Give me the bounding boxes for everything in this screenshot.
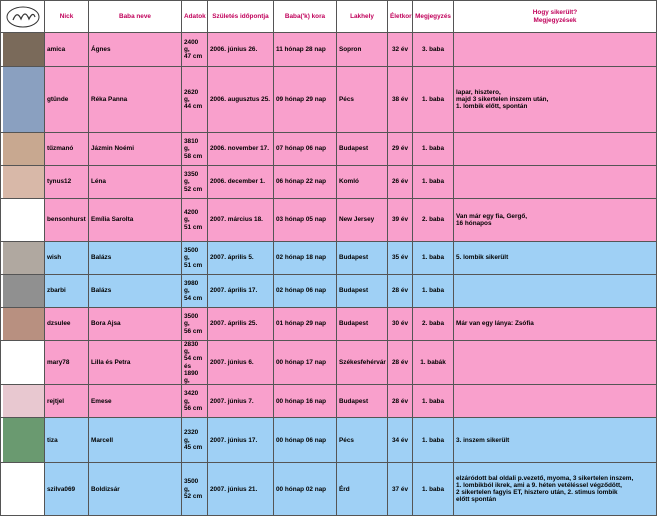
nick-cell: bensonhurst <box>45 199 89 242</box>
baba-neve-cell: Bora Ajsa <box>89 308 182 341</box>
table-row <box>1 418 657 463</box>
megjegyzes-cell: 3. baba <box>413 33 454 67</box>
lakhely-cell: Budapest <box>337 242 388 275</box>
eletkor-cell: 32 év <box>388 33 413 67</box>
hogy-sikerult-cell <box>454 166 657 199</box>
adatok-cell: 3420 g, 56 cm <box>182 385 208 418</box>
lakhely-cell: Pécs <box>337 418 388 463</box>
adatok-cell: 4200 g, 51 cm <box>182 199 208 242</box>
hogy-sikerult-cell <box>454 275 657 308</box>
nick-cell: szilva069 <box>45 463 89 516</box>
photo-image <box>3 308 45 340</box>
nick-cell: wish <box>45 242 89 275</box>
hogy-sikerult-cell: Már van egy lánya: Zsófia <box>454 308 657 341</box>
adatok-cell: 3500 g, 56 cm <box>182 308 208 341</box>
szules-cell: 2007. április 25. <box>208 308 274 341</box>
baby-photo <box>1 33 45 67</box>
nick-cell: gtünde <box>45 67 89 133</box>
photo-image <box>3 242 45 274</box>
szules-cell: 2007. június 17. <box>208 418 274 463</box>
photo-image <box>3 133 45 165</box>
megjegyzes-cell: 1. baba <box>413 166 454 199</box>
hogy-sikerult-cell: lapar, hiszterо, majd 3 sikertelen inszem után, 1. lombik előtt, spontán <box>454 67 657 133</box>
baba-neve-cell: Emília Sarolta <box>89 199 182 242</box>
megjegyzes-cell: 1. baba <box>413 418 454 463</box>
eletkor-cell: 30 év <box>388 308 413 341</box>
lakhely-cell: Budapest <box>337 385 388 418</box>
table-row <box>1 341 657 385</box>
baby-photo <box>1 166 45 199</box>
table-row <box>1 33 657 67</box>
photo-image <box>3 166 45 198</box>
header-szules: Születés időpontja <box>208 1 274 33</box>
header-eletkor: Életkor <box>388 1 413 33</box>
hogy-sikerult-cell <box>454 385 657 418</box>
megjegyzes-cell: 1. baba <box>413 463 454 516</box>
photo-image <box>3 463 45 515</box>
szules-cell: 2006. november 17. <box>208 133 274 166</box>
hogy-sikerult-cell <box>454 33 657 67</box>
baba-neve-cell: Emese <box>89 385 182 418</box>
kora-cell: 01 hónap 29 nap <box>274 308 337 341</box>
adatok-cell: 3500 g, 51 cm <box>182 242 208 275</box>
logo-icon <box>5 5 41 29</box>
baby-photo <box>1 341 45 385</box>
lakhely-cell: Komló <box>337 166 388 199</box>
eletkor-cell: 26 év <box>388 166 413 199</box>
adatok-cell: 2830 g, 54 cm és 1890 g, <box>182 341 208 385</box>
baba-neve-cell: Boldizsár <box>89 463 182 516</box>
kora-cell: 02 hónap 06 nap <box>274 275 337 308</box>
kora-cell: 00 hónap 02 nap <box>274 463 337 516</box>
table-row <box>1 166 657 199</box>
header-nick: Nick <box>45 1 89 33</box>
kora-cell: 00 hónap 16 nap <box>274 385 337 418</box>
header-adatok: Adatok <box>182 1 208 33</box>
kora-cell: 09 hónap 29 nap <box>274 67 337 133</box>
adatok-cell: 3500 g, 52 cm <box>182 463 208 516</box>
baby-photo <box>1 199 45 242</box>
szules-cell: 2006. augusztus 25. <box>208 67 274 133</box>
photo-image <box>3 347 45 379</box>
photo-image <box>3 385 45 417</box>
kora-cell: 00 hónap 17 nap <box>274 341 337 385</box>
lakhely-cell: Budapest <box>337 275 388 308</box>
nick-cell: amica <box>45 33 89 67</box>
szules-cell: 2006. június 26. <box>208 33 274 67</box>
baba-neve-cell: Réka Panna <box>89 67 182 133</box>
nick-cell: mary78 <box>45 341 89 385</box>
lakhely-cell: New Jersey <box>337 199 388 242</box>
adatok-cell: 3980 g, 54 cm <box>182 275 208 308</box>
eletkor-cell: 28 év <box>388 275 413 308</box>
baba-neve-cell: Balázs <box>89 242 182 275</box>
baba-neve-cell: Ágnes <box>89 33 182 67</box>
kora-cell: 02 hónap 18 nap <box>274 242 337 275</box>
kora-cell: 11 hónap 28 nap <box>274 33 337 67</box>
eletkor-cell: 35 év <box>388 242 413 275</box>
szules-cell: 2007. június 21. <box>208 463 274 516</box>
megjegyzes-cell: 1. babák <box>413 341 454 385</box>
kora-cell: 07 hónap 06 nap <box>274 133 337 166</box>
hogy-sikerult-cell: 5. lombik sikerült <box>454 242 657 275</box>
photo-image <box>3 199 45 241</box>
baby-photo <box>1 385 45 418</box>
lakhely-cell: Budapest <box>337 308 388 341</box>
megjegyzes-cell: 1. baba <box>413 133 454 166</box>
baby-photo <box>1 133 45 166</box>
table-row <box>1 199 657 242</box>
baby-photo <box>1 308 45 341</box>
eletkor-cell: 39 év <box>388 199 413 242</box>
megjegyzes-cell: 2. baba <box>413 308 454 341</box>
hogy-sikerult-cell: elzáródott bal oldali p.vezető, myoma, 3 sikertelen inszem, 1. lombikból ikrek, ami a 9. héten vetéléssel végződött, 2 sikertelen fagyis ET, hiszterо után, 2. stimus lombik előtt spontán <box>454 463 657 516</box>
baba-neve-cell: Jázmin Noémi <box>89 133 182 166</box>
megjegyzes-cell: 1. baba <box>413 275 454 308</box>
megjegyzes-cell: 1. baba <box>413 67 454 133</box>
baby-photo <box>1 242 45 275</box>
baba-neve-cell: Lilla és Petra <box>89 341 182 385</box>
header-megjegyzes: Megjegyzés <box>413 1 454 33</box>
photo-image <box>3 33 45 66</box>
table-row <box>1 385 657 418</box>
header-lakhely: Lakhely <box>337 1 388 33</box>
adatok-cell: 2620 g, 44 cm <box>182 67 208 133</box>
eletkor-cell: 34 év <box>388 418 413 463</box>
eletkor-cell: 29 év <box>388 133 413 166</box>
site-logo <box>5 5 41 29</box>
table-row <box>1 275 657 308</box>
kora-cell: 00 hónap 06 nap <box>274 418 337 463</box>
header-kora: Baba('k) kora <box>274 1 337 33</box>
szules-cell: 2006. december 1. <box>208 166 274 199</box>
lakhely-cell: Pécs <box>337 67 388 133</box>
kora-cell: 03 hónap 05 nap <box>274 199 337 242</box>
szules-cell: 2007. június 6. <box>208 341 274 385</box>
table-row <box>1 67 657 133</box>
megjegyzes-cell: 2. baba <box>413 199 454 242</box>
adatok-cell: 3350 g, 52 cm <box>182 166 208 199</box>
header-baba-neve: Baba neve <box>89 1 182 33</box>
adatok-cell: 2400 g, 47 cm <box>182 33 208 67</box>
szules-cell: 2007. április 5. <box>208 242 274 275</box>
baba-neve-cell: Balázs <box>89 275 182 308</box>
nick-cell: dzsulee <box>45 308 89 341</box>
lakhely-cell: Sopron <box>337 33 388 67</box>
eletkor-cell: 28 év <box>388 341 413 385</box>
photo-image <box>3 275 45 307</box>
table-body <box>1 33 657 516</box>
lakhely-cell: Érd <box>337 463 388 516</box>
table-row <box>1 133 657 166</box>
baby-photo <box>1 463 45 516</box>
baby-photo <box>1 418 45 463</box>
baby-photo <box>1 67 45 133</box>
header-row <box>1 1 657 33</box>
logo-cell <box>1 1 45 33</box>
lakhely-cell: Budapest <box>337 133 388 166</box>
table-row <box>1 463 657 516</box>
adatok-cell: 3810 g, 58 cm <box>182 133 208 166</box>
nick-cell: tynus12 <box>45 166 89 199</box>
megjegyzes-cell: 1. baba <box>413 385 454 418</box>
hogy-sikerult-cell <box>454 133 657 166</box>
szules-cell: 2007. március 18. <box>208 199 274 242</box>
szules-cell: 2007. június 7. <box>208 385 274 418</box>
nick-cell: zbarbi <box>45 275 89 308</box>
photo-image <box>3 67 45 132</box>
header-hogy-sikerult: Hogy sikerült? Megjegyzések <box>454 1 657 33</box>
baba-neve-cell: Marcell <box>89 418 182 463</box>
photo-image <box>3 418 45 462</box>
baby-photo <box>1 275 45 308</box>
szules-cell: 2007. április 17. <box>208 275 274 308</box>
hogy-sikerult-cell: Van már egy fia, Gergő, 16 hónapos <box>454 199 657 242</box>
eletkor-cell: 28 év <box>388 385 413 418</box>
baba-neve-cell: Léna <box>89 166 182 199</box>
eletkor-cell: 38 év <box>388 67 413 133</box>
hogy-sikerult-cell: 3. inszem sikerült <box>454 418 657 463</box>
nick-cell: tűzmanó <box>45 133 89 166</box>
megjegyzes-cell: 1. baba <box>413 242 454 275</box>
kora-cell: 06 hónap 22 nap <box>274 166 337 199</box>
lakhely-cell: Székesfehérvár <box>337 341 388 385</box>
adatok-cell: 2320 g, 45 cm <box>182 418 208 463</box>
table-row <box>1 308 657 341</box>
table-row <box>1 242 657 275</box>
nick-cell: tiza <box>45 418 89 463</box>
nick-cell: rejtjel <box>45 385 89 418</box>
eletkor-cell: 37 év <box>388 463 413 516</box>
hogy-sikerult-cell <box>454 341 657 385</box>
